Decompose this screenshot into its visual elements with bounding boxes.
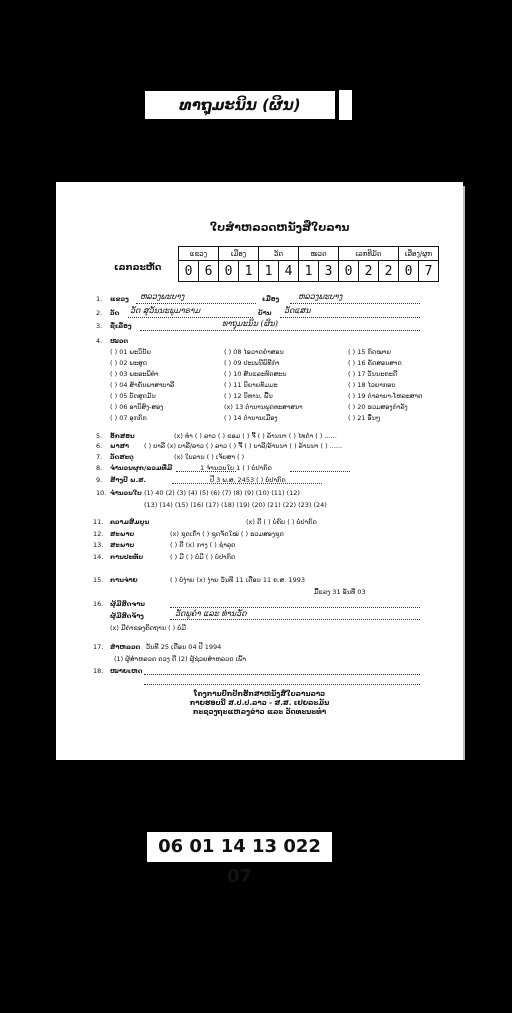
dotted-line — [290, 471, 350, 472]
row-value-year: ປີ 3 ພ.ສ. 2453 ( ) ບໍ່ປາກົດ — [210, 476, 286, 484]
code-digit: 7 — [419, 261, 439, 282]
row-options-copy: ( ) ບໍ່ງ່າຍ (x) ງ່າຍ ວັນທີ 11 ເດືອນ 11 ຄ.ສ. 1993 — [170, 576, 306, 584]
row-label-count: ຈຳນວນຜູກ/ລວມທີ່ມີ — [110, 464, 173, 472]
field-temple-value: ວັດ ສຸວັນນະພູມາຣາມ — [130, 306, 201, 315]
field-temple-label: ວັດ — [110, 309, 120, 317]
category-option: ( ) 21 ອື່ນໆ — [348, 414, 381, 422]
category-option: ( ) 07 ອຸກກົກ — [110, 414, 147, 422]
row-options-material: (x) ໃບລານ ( ) ເຈ້ຍສາ ( ) — [174, 453, 245, 461]
code-digit: 2 — [359, 261, 379, 282]
field-3-num: 3. — [96, 322, 103, 330]
row-label-set: ສະພາບ — [110, 530, 135, 538]
category-option: ( ) 16 ຄັດສອນສາດ — [348, 359, 402, 367]
row-label-holder: ຜູ້ມີສິດຈ້າງ — [110, 612, 144, 620]
row-label-stamp: ການປະທັບ — [110, 553, 144, 561]
footer-line-1: ໂຄງການປົກປັກຮັກສາຫນັງສືໃບລານລາວ — [193, 690, 326, 698]
row-number: 11. — [93, 518, 104, 526]
category-option: ( ) 09 ປະເພນີພິທີກຳ — [224, 359, 280, 367]
dotted-line — [140, 330, 420, 331]
field-district-label: ເມືອງ — [262, 295, 280, 303]
microfilm-title-label: ທາຖຸມະນິນ (ຜິນ) — [145, 91, 335, 119]
dotted-line — [170, 607, 420, 608]
row-options-set: (x) ຊຸດເກົ່າ ( ) ຊຸດຈັດໃໝ່ ( ) ຮວມສອງຊຸດ — [170, 530, 284, 538]
dotted-line — [144, 684, 420, 685]
row-number: 8. — [96, 464, 103, 472]
row-options-script: (x) ທຳ ( ) ລາວ ( ) ຂອມ ( ) ຈີ້ ( ) ລ້ານນາ ( ) ໄທດຳ ( ) ...... — [174, 432, 337, 440]
field-2-num: 2. — [96, 309, 103, 317]
category-option: ( ) 02 ພະສູດ — [110, 359, 148, 367]
row-label-material: ວັດສະດຸ — [110, 453, 134, 461]
field-category-label: ໝວດ — [110, 337, 129, 345]
code-grid — [178, 246, 439, 282]
code-digit: 3 — [319, 261, 339, 282]
dotted-line — [170, 619, 420, 620]
field-village-label: ບ້ານ — [258, 309, 272, 317]
row-copy-date: ມື້ແລງ 31 ອັນທີ່ 03 — [314, 588, 366, 596]
dotted-line — [128, 317, 253, 318]
field-1-num: 1. — [96, 295, 103, 303]
row-value-holder: ວັດພູຄຳ ແລະ ທ່ານວັດ — [175, 609, 247, 618]
row-options-language: ( ) ບາລີ (x) ບາລີ/ລາວ ( ) ລາວ ( ) ຈີ້ ( ) ບາລີ/ລ້ານນາ ( ) ລ້ານນາ ( ) ...... — [144, 442, 343, 450]
row-number: 17. — [93, 643, 104, 651]
category-option: ( ) 15 ກົດໝາຍ — [348, 348, 391, 356]
category-option: ( ) 17 ວັນນະຄະດີ — [348, 370, 398, 378]
row-label-year: ສ້າງປີ ພ.ສ. — [110, 476, 146, 484]
row-number: 15. — [93, 576, 104, 584]
row-label-condition: ສະພາບ — [110, 541, 135, 549]
code-header-category: ໝວດ — [299, 247, 339, 261]
frame-marker — [339, 90, 352, 120]
code-label: ເລກລະຫັດ — [114, 263, 162, 273]
code-digit: 6 — [199, 261, 219, 282]
category-option: ( ) 03 ພະອະພິທຳ — [110, 370, 159, 378]
category-option: ( ) 08 ໄອວາດຄຳສອນ — [224, 348, 284, 356]
category-option: (x) 13 ຕຳນານພຸດທະສາສນາ — [224, 403, 303, 411]
row-label-script: ອັກສອນ — [110, 432, 135, 440]
row-label-owner: ຜູ້ມີສິດຈານ — [110, 600, 145, 608]
microfilm-id-label: 06 01 14 13 022 07 — [147, 832, 332, 862]
dotted-line — [172, 483, 322, 484]
dotted-line — [176, 471, 236, 472]
row-label-survey: ສຳຫລວດ — [110, 643, 141, 651]
category-option: ( ) 11 ນິຍາຍທັມມະ — [224, 381, 278, 389]
code-digit: 4 — [279, 261, 299, 282]
row-leaves-2: (13) (14) (15) (16) (17) (18) (19) (20) (21) (22) (23) (24) — [144, 501, 327, 509]
field-4-num: 4. — [96, 337, 103, 345]
row-survey-date: ວັນທີ 25 ເດືອນ 04 ປີ 1994 — [146, 643, 222, 651]
code-digit: 0 — [399, 261, 419, 282]
code-header-temple: ວັດ — [259, 247, 299, 261]
category-option: ( ) 04 ສ້າຄັນພາສາບາລີ — [110, 381, 175, 389]
code-digit: 1 — [239, 261, 259, 282]
code-digit: 0 — [179, 261, 199, 282]
row-number: 13. — [93, 541, 104, 549]
row-label-remarks: ໝາຍເຫດ — [110, 667, 143, 675]
row-number: 12. — [93, 530, 104, 538]
row-options-value: (x) ມີຄ່າຂອງຄິດຖານ ( ) ບໍ່ມີ — [110, 624, 186, 632]
footer-line-2: ກາຍຮອບນີ້ ສ.ປ.ປ.ລາວ - ສ.ສ. ເຢຍລະມັນ — [189, 699, 330, 707]
row-number: 6. — [96, 442, 103, 450]
footer-line-3: ກະຊວງຖະແຫລງຂ່າວ ແລະ ວັດທະນະທຳ — [192, 708, 327, 716]
row-number: 10. — [96, 489, 107, 497]
field-title-label: ຊື່ເລື່ອງ — [110, 322, 132, 330]
code-header-fascicle: ເລືອງ/ຜູກ — [399, 247, 439, 261]
row-label-language: ພາສາ — [110, 442, 129, 450]
category-option: ( ) 10 ສັນແລະທົດສະນ — [224, 370, 287, 378]
category-option: ( ) 05 ບັດສູດມັນ — [110, 392, 156, 400]
code-digit: 0 — [219, 261, 239, 282]
field-village-value: ວັດແສນ — [284, 306, 311, 315]
field-title-value: ທາຖຸມະນິນ (ຜິນ) — [222, 319, 278, 328]
category-option: ( ) 18 ໄວຍາກອນ — [348, 381, 396, 389]
field-district-value: ຫລວງພະບາງ — [298, 292, 343, 301]
row-value-count: 1 ຈຳນວນໃບ 1 ( ) ບໍ່ປາກົດ — [200, 464, 272, 472]
category-option: ( ) 01 ພະວິນັຍ — [110, 348, 151, 356]
row-options-condition: ( ) ດີ (x) ກາງ ( ) ຊຳລຸດ — [170, 541, 236, 549]
category-option: ( ) 20 ຮວມສອງກຳລັງ — [348, 403, 408, 411]
code-header-bundle: ເລກທີມັດ — [339, 247, 399, 261]
form-title: ໃບສຳຫລວດຫນັງສືໃບລານ — [210, 221, 350, 234]
category-option: ( ) 12 ນິທານ, ພື້ນ — [224, 392, 273, 400]
code-digit: 0 — [339, 261, 359, 282]
row-options-completeness: (x) ດີ ( ) ບໍ່ຄົບ ( ) ບໍ່ປາກົດ — [246, 518, 317, 526]
row-number: 7. — [96, 453, 103, 461]
row-leaves-1: (1) 40 (2) (3) (4) (5) (6) (7) (8) (9) (10) (11) (12) — [144, 489, 300, 497]
code-digit: 1 — [259, 261, 279, 282]
row-label-completeness: ຄວາມສົມບູນ — [110, 518, 150, 526]
category-option: ( ) 06 ອານິສົງ-ສອງ — [110, 403, 164, 411]
field-province-label: ແຂວງ — [110, 295, 129, 303]
category-option: ( ) 14 ຕຳນານເມືອງ — [224, 414, 278, 422]
row-surveyors: (1) ຜູ້ສຳຫລວດ ດວງ ດີ (2) ຜູ້ຊ່ວຍສຳຫລວດ ເພົ້າ — [114, 655, 247, 663]
row-label-leaves: ຈຳນວນໃບ — [110, 489, 142, 497]
code-header-province: ແຂວງ — [179, 247, 219, 261]
row-number: 18. — [93, 667, 104, 675]
code-digit: 1 — [299, 261, 319, 282]
dotted-line — [144, 674, 420, 675]
dotted-line — [280, 317, 420, 318]
row-number: 16. — [93, 600, 104, 608]
row-number: 14. — [93, 553, 104, 561]
dotted-line — [136, 303, 256, 304]
dotted-line — [290, 303, 420, 304]
code-digit: 2 — [379, 261, 399, 282]
row-options-stamp: ( ) ມີ ( ) ບໍ່ມີ ( ) ບໍ່ປາກົດ — [170, 553, 236, 561]
row-number: 5. — [96, 432, 103, 440]
row-label-copy: ການຈ່າຍ — [110, 576, 138, 584]
code-header-district: ເມືອງ — [219, 247, 259, 261]
row-number: 9. — [96, 476, 103, 484]
field-province-value: ຫລວງພະບາງ — [140, 292, 185, 301]
category-option: ( ) 19 ຕຳລາຍາ-ໂຫລະສາດ — [348, 392, 423, 400]
